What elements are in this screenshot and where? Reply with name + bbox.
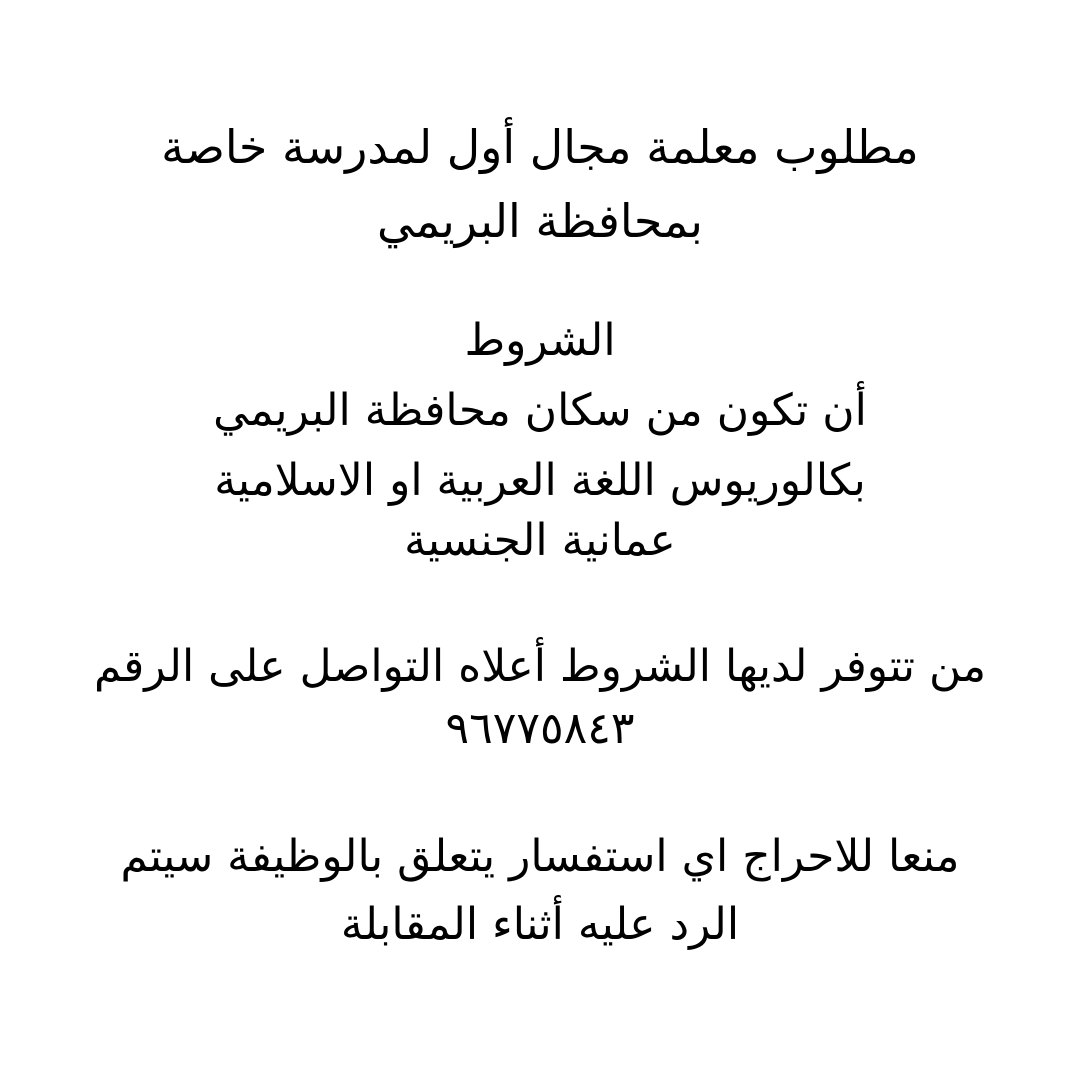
- conditions-title: الشروط: [464, 315, 616, 366]
- headline-line-1: مطلوب معلمة مجال أول لمدرسة خاصة: [161, 120, 919, 174]
- contact-text: من تتوفر لديها الشروط أعلاه التواصل على الرقم: [93, 641, 987, 692]
- condition-item-nationality: عمانية الجنسية: [404, 515, 676, 566]
- note-line-2: الرد عليه أثناء المقابلة: [340, 899, 740, 950]
- phone-number: ٩٦٧٧٥٨٤٣: [445, 703, 635, 754]
- condition-item-degree: بكالوريوس اللغة العربية او الاسلامية: [214, 455, 866, 506]
- headline-line-2: بمحافظة البريمي: [377, 194, 703, 248]
- note-line-1: منعا للاحراج اي استفسار يتعلق بالوظيفة سيتم: [120, 831, 960, 882]
- condition-item-residence: أن تكون من سكان محافظة البريمي: [213, 385, 867, 436]
